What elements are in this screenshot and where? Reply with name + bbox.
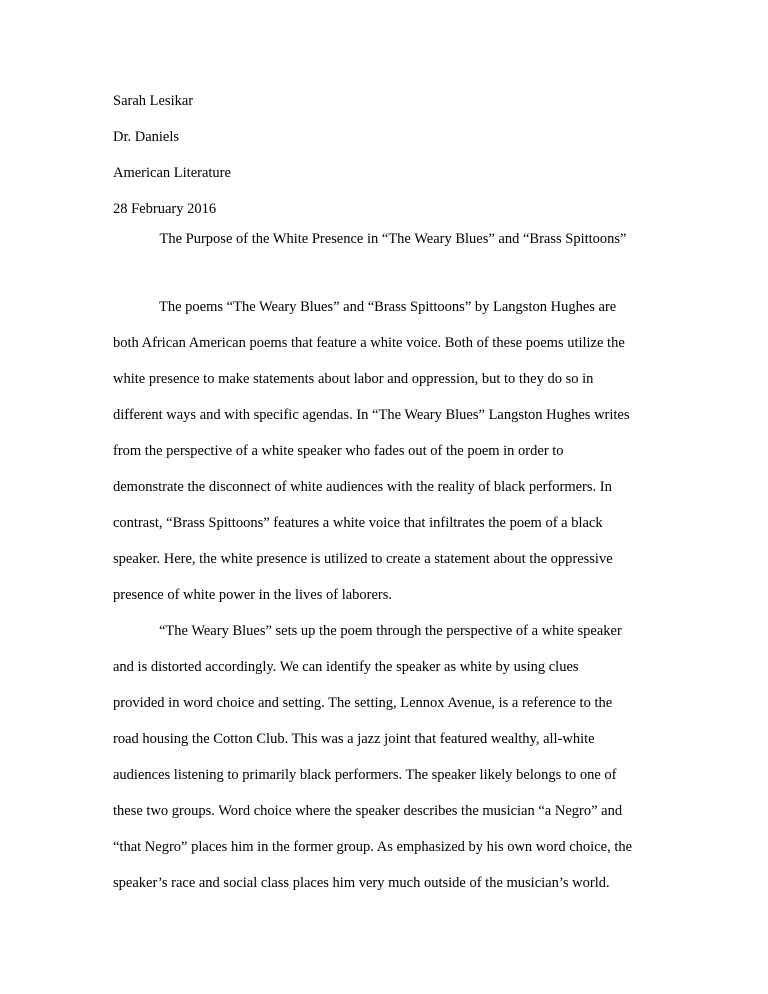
essay-title: The Purpose of the White Presence in “The Weary Blues” and “Brass Spittoons” [159, 231, 627, 247]
instructor-name: Dr. Daniels [113, 129, 180, 145]
paragraph-line: both African American poems that feature a white voice. Both of these poems utilize the [113, 335, 625, 351]
paragraph-line: speaker. Here, the white presence is utilized to create a statement about the oppressive [113, 551, 613, 567]
paragraph-line: demonstrate the disconnect of white audiences with the reality of black performers. In [113, 479, 612, 495]
paragraph-line: “that Negro” places him in the former group. As emphasized by his own word choice, the [113, 839, 633, 855]
paragraph-line: from the perspective of a white speaker who fades out of the poem in order to [113, 443, 564, 459]
paragraph-line: provided in word choice and setting. The setting, Lennox Avenue, is a reference to the [113, 695, 613, 711]
paragraph-line: different ways and with specific agendas. In “The Weary Blues” Langston Hughes writes [113, 407, 630, 423]
paragraph-line: audiences listening to primarily black performers. The speaker likely belongs to one of [113, 767, 617, 783]
author-name: Sarah Lesikar [113, 93, 194, 109]
paragraph-line: road housing the Cotton Club. This was a jazz joint that featured wealthy, all-white [113, 731, 595, 747]
paragraph-line: speaker’s race and social class places him very much outside of the musician’s world. [113, 875, 610, 891]
header-block [113, 92, 673, 236]
paragraph-line: The poems “The Weary Blues” and “Brass Spittoons” by Langston Hughes are [159, 299, 617, 315]
paragraph-line: contrast, “Brass Spittoons” features a white voice that infiltrates the poem of a black [113, 515, 603, 531]
date: 28 February 2016 [113, 201, 217, 217]
paragraph-line: and is distorted accordingly. We can identify the speaker as white by using clues [113, 659, 579, 675]
paragraph-line: white presence to make statements about labor and oppression, but to they do so in [113, 371, 594, 387]
paragraph-line: presence of white power in the lives of laborers. [113, 587, 393, 603]
paragraph-line: these two groups. Word choice where the speaker describes the musician “a Negro” and [113, 803, 623, 819]
course-name: American Literature [113, 165, 231, 181]
paragraph-line: “The Weary Blues” sets up the poem through the perspective of a white speaker [159, 623, 622, 639]
